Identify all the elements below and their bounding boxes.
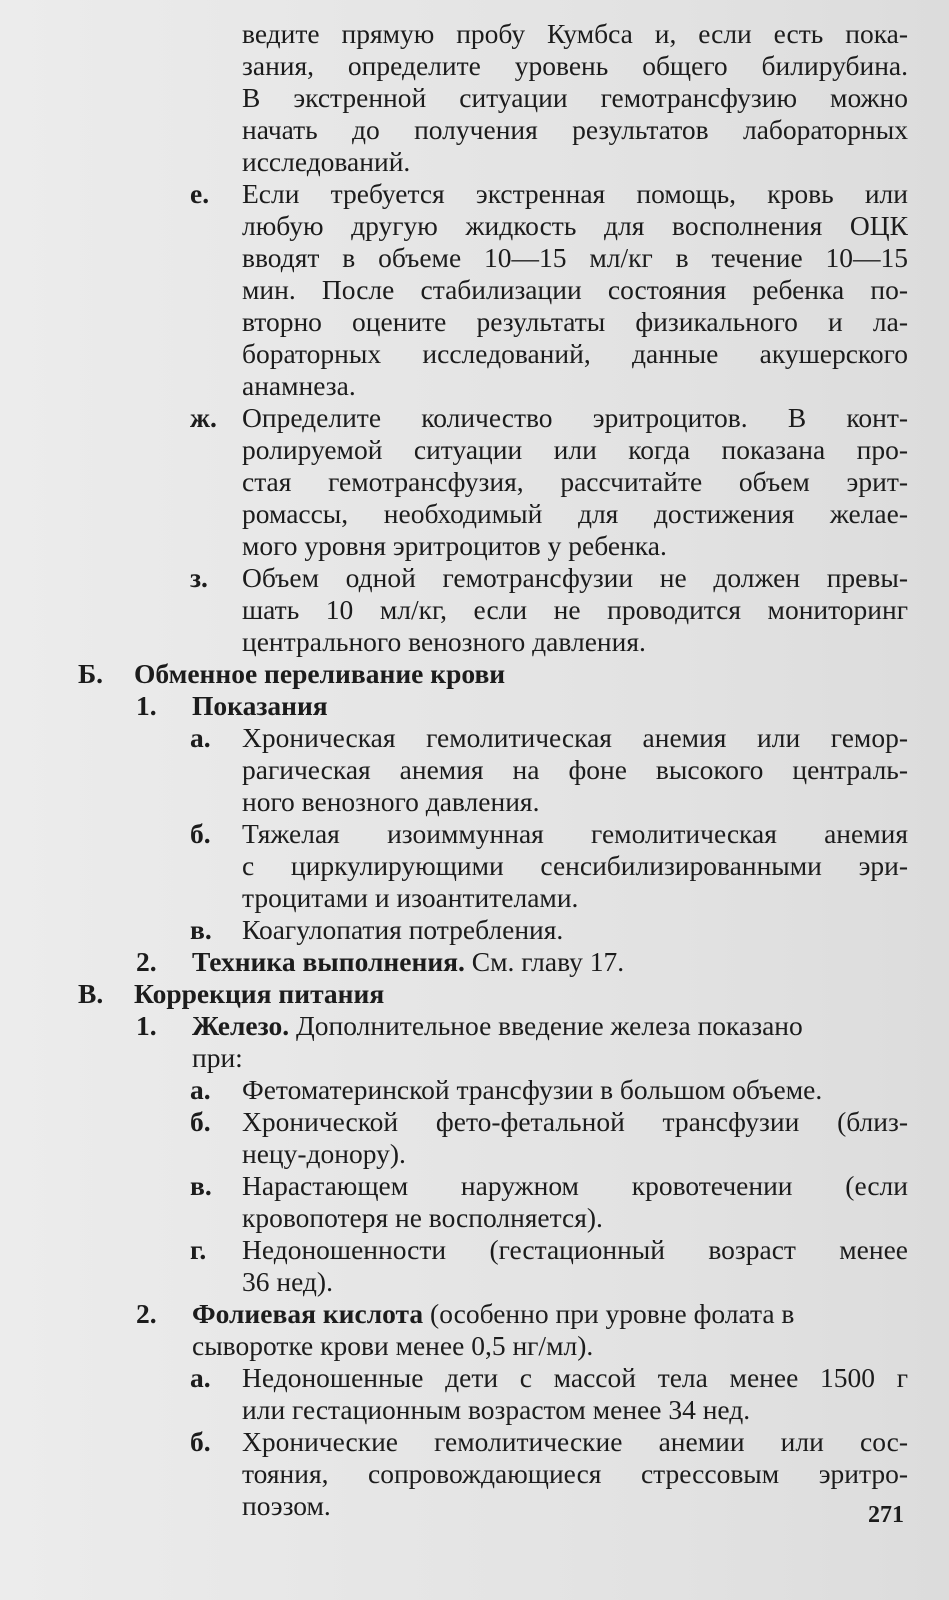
text-line [0,562,949,594]
body-text: ролируемой ситуации или когда показана про- [242,434,908,465]
text-line [0,626,949,658]
text-line [0,882,949,914]
list-marker: б. [190,1106,211,1137]
line-text [242,1394,750,1426]
text-line [0,1298,949,1330]
line-text [242,82,908,114]
body-text: Если требуется экстренная помощь, кровь или [242,178,908,209]
line-text [242,1490,331,1522]
body-text: анамнеза. [242,370,356,401]
body-text: исследований. [242,146,411,177]
line-text [242,530,667,562]
text-line [0,754,949,786]
line-text [242,274,908,306]
line-text [242,466,908,498]
list-marker: 1. [136,1010,157,1041]
line-text [192,1330,593,1362]
body-text: троцитами и изоантителами. [242,882,579,913]
text-line [0,1138,949,1170]
heading-text: Фолиевая кислота [192,1298,424,1329]
line-text [242,402,908,434]
text-line [0,1426,949,1458]
body-text: ведите прямую пробу Кумбса и, если есть пока- [242,18,908,49]
text-line [0,178,949,210]
body-text: мого уровня эритроцитов у ребенка. [242,530,667,561]
body-text: тояния, сопровождающиеся стрессовым эритро- [242,1458,908,1489]
list-marker: в. [190,914,212,945]
line-text [242,210,908,242]
line-text [134,978,384,1010]
body-text: сыворотке крови менее 0,5 нг/мл). [192,1330,594,1361]
line-text [242,498,908,530]
line-text [242,626,646,658]
line-text [242,242,908,274]
text-line [0,1394,949,1426]
body-text: с циркулирующими сенсибилизированными эри- [242,850,908,881]
text-line [0,786,949,818]
text-line [0,1202,949,1234]
body-text: ромассы, необходимый для достижения желае- [242,498,908,529]
body-text: рагическая анемия на фоне высокого централь- [242,754,908,785]
text-line [0,658,949,690]
text-line [0,18,949,50]
list-marker: В. [78,978,104,1009]
page-number: 271 [868,1502,904,1528]
line-text [242,818,908,850]
line-text [242,594,908,626]
body-text: Дополнительное введение железа показано [289,1010,803,1041]
body-text: Фетоматеринской трансфузии в большом объеме. [242,1074,823,1105]
text-line [0,946,949,978]
body-text: шать 10 мл/кг, если не проводится мониторинг [242,594,908,625]
body-text: мин. После стабилизации состояния ребенка по- [242,274,908,305]
text-line [0,1458,949,1490]
list-marker: з. [190,562,208,593]
text-line [0,1010,949,1042]
text-line [0,338,949,370]
list-marker: ж. [190,402,217,433]
line-text [242,1074,822,1106]
body-text: Хроническая гемолитическая анемия или гемор- [242,722,908,753]
list-marker: а. [190,1362,211,1393]
line-text [242,1362,908,1394]
body-text: Объем одной гемотрансфузии не должен превы- [242,562,908,593]
heading-text: Железо. [192,1010,290,1041]
body-text: Недоношенные дети с массой тела менее 1500 г [242,1362,908,1393]
body-text: поэзом. [242,1490,331,1521]
text-line [0,1106,949,1138]
text-line [0,306,949,338]
list-marker: б. [190,818,211,849]
text-line [0,370,949,402]
list-marker: в. [190,1170,212,1201]
body-text: Недоношенности (гестационный возраст менее [242,1234,908,1265]
body-text: См. главу 17. [464,946,625,977]
list-marker: г. [190,1234,207,1265]
body-text: бораторных исследований, данные акушерского [242,338,908,369]
line-text [242,306,908,338]
line-text [242,338,908,370]
heading-text: Техника выполнения. [192,946,465,977]
line-text [242,882,578,914]
line-text [242,370,356,402]
body-text: зания, определите уровень общего билирубина. [242,50,908,81]
line-text [192,946,624,978]
body-text: Хронические гемолитические анемии или сос- [242,1426,908,1457]
text-line [0,1234,949,1266]
line-text [242,18,908,50]
list-marker: а. [190,1074,211,1105]
text-line [0,82,949,114]
text-line [0,402,949,434]
body-text: ного венозного давления. [242,786,540,817]
text-line [0,1042,949,1074]
line-text [242,146,410,178]
body-text: или гестационным возрастом менее 34 нед. [242,1394,751,1425]
body-text: Нарастающем наружном кровотечении (если [242,1170,908,1201]
text-line [0,1490,949,1522]
text-line [0,850,949,882]
line-text [242,562,908,594]
body-text: Коагулопатия потребления. [242,914,564,945]
line-text [242,50,908,82]
body-text: вторно оцените результаты физикального и ла- [242,306,908,337]
text-line [0,1170,949,1202]
body-text: вводят в объеме 10—15 мл/кг в течение 10—15 [242,242,908,273]
text-line [0,1330,949,1362]
body-text: кровопотеря не восполняется). [242,1202,603,1233]
body-text: (особенно при уровне фолата в [423,1298,795,1329]
text-line [0,50,949,82]
line-text [242,1170,908,1202]
line-text [242,850,908,882]
heading-text: Показания [192,690,328,721]
line-text [242,1458,908,1490]
body-text: стая гемотрансфузия, рассчитайте объем эрит- [242,466,908,497]
line-text [242,1234,908,1266]
heading-text: Коррекция питания [134,978,385,1009]
list-marker: а. [190,722,211,753]
text-line [0,242,949,274]
text-line [0,914,949,946]
body-text: Определите количество эритроцитов. В конт- [242,402,908,433]
text-line [0,594,949,626]
text-line [0,1074,949,1106]
text-line [0,818,949,850]
body-text: начать до получения результатов лабораторных [242,114,908,145]
body-text: любую другую жидкость для восполнения ОЦК [242,210,908,241]
body-text: В экстренной ситуации гемотрансфузию можно [242,82,908,113]
line-text [242,1106,908,1138]
list-marker: Б. [78,658,104,689]
line-text [192,690,328,722]
text-line [0,114,949,146]
body-text: при: [192,1042,243,1073]
text-line [0,146,949,178]
line-text [242,1202,603,1234]
list-marker: 2. [136,1298,157,1329]
text-line [0,434,949,466]
line-text [242,114,908,146]
heading-text: Обменное переливание крови [134,658,506,689]
list-marker: б. [190,1426,211,1457]
line-text [242,754,908,786]
line-text [242,914,563,946]
line-text [242,1266,333,1298]
list-marker: 1. [136,690,157,721]
line-text [242,786,539,818]
body-text: Тяжелая изоиммунная гемолитическая анемия [242,818,908,849]
text-line [0,530,949,562]
text-line [0,498,949,530]
line-text [242,1138,406,1170]
line-text [192,1010,803,1042]
text-line [0,466,949,498]
line-text [192,1298,794,1330]
text-line [0,722,949,754]
text-line [0,1362,949,1394]
line-text [242,722,908,754]
text-line [0,690,949,722]
list-marker: 2. [136,946,157,977]
text-line [0,978,949,1010]
text-line [0,1266,949,1298]
line-text [134,658,505,690]
line-text [242,1426,908,1458]
list-marker: е. [190,178,210,209]
line-text [192,1042,243,1074]
line-text [242,178,908,210]
body-text: нецу-донору). [242,1138,406,1169]
body-text: Хронической фето-фетальной трансфузии (близ- [242,1106,908,1137]
line-text [242,434,908,466]
text-line [0,210,949,242]
text-line [0,274,949,306]
body-text: 36 нед). [242,1266,333,1297]
body-text: центрального венозного давления. [242,626,646,657]
